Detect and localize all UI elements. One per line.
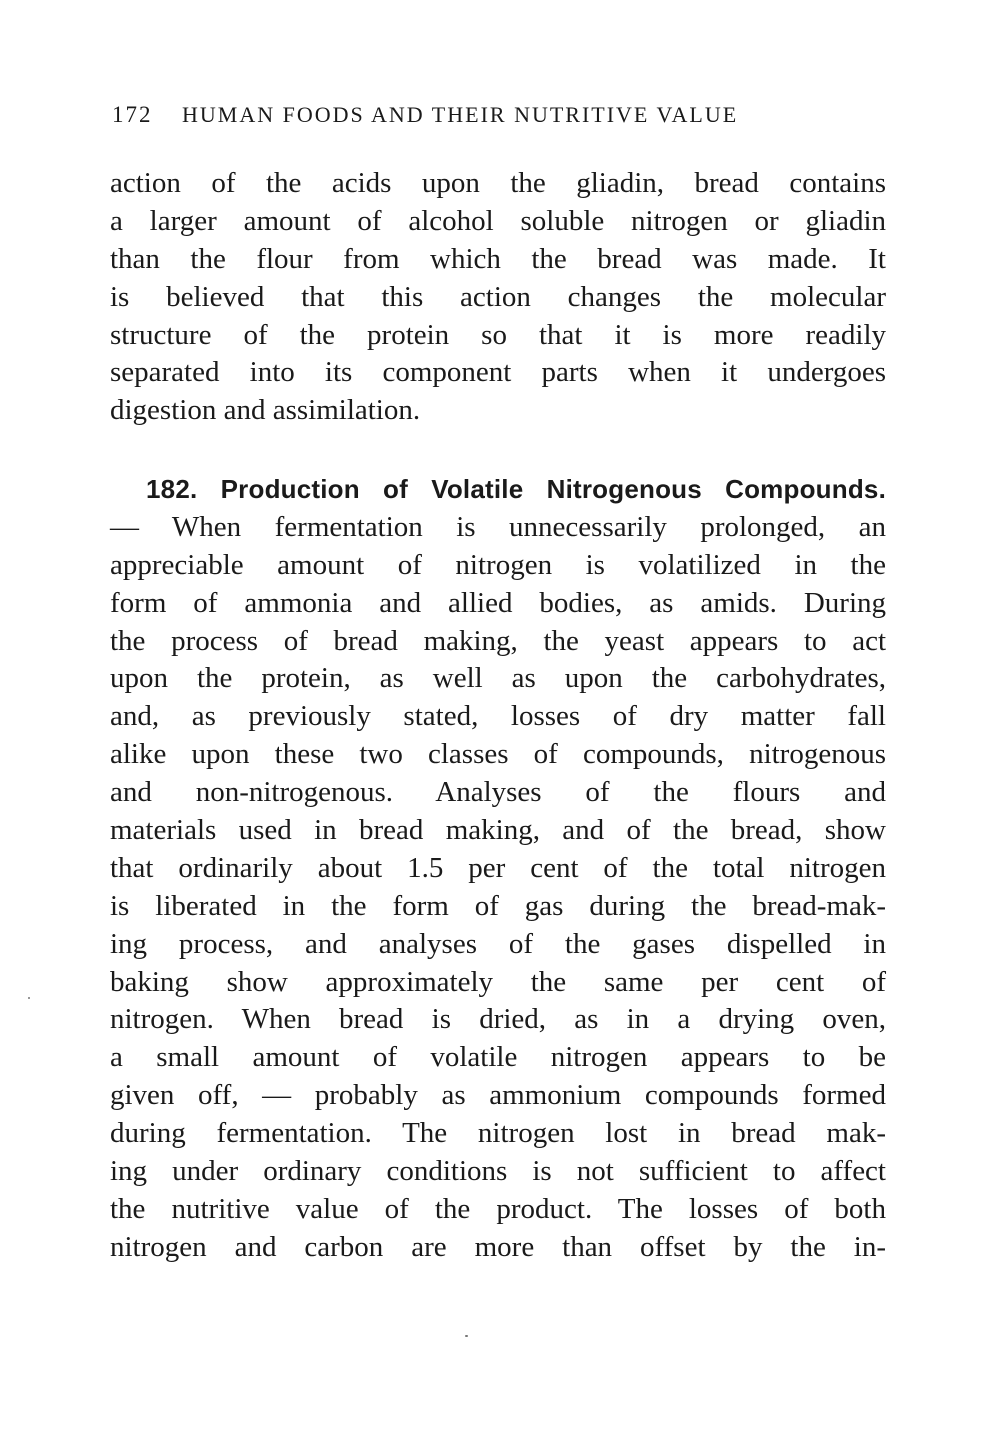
text-line: digestion and assimilation. [110, 394, 421, 427]
text-line: materials used in bread making, and of the bread, show [110, 814, 886, 847]
text-line: that ordinarily about 1.5 per cent of the total nitrogen [110, 851, 886, 884]
text-line: a larger amount of alcohol soluble nitrogen or gliadin [110, 204, 886, 237]
text-line: ing process, and analyses of the gases dispelled in [110, 927, 886, 960]
text-line: form of ammonia and allied bodies, as amids. During [110, 586, 886, 619]
running-head [112, 100, 888, 130]
text-line: alike upon these two classes of compounds, nitrogenous [110, 738, 886, 771]
text-line: appreciable amount of nitrogen is volatilized in the [110, 548, 886, 581]
text-line: and, as previously stated, losses of dry matter fall [110, 700, 886, 733]
section-heading: 182. Production of Volatile Nitrogenous Compounds. [146, 474, 886, 504]
text-line: action of the acids upon the gliadin, bread contains [110, 167, 886, 199]
text-line: baking show approximately the same per cent of [110, 965, 886, 998]
text-line: structure of the protein so that it is more readily [110, 318, 886, 351]
paragraph-continued [110, 165, 886, 430]
text-line: nitrogen. When bread is dried, as in a drying oven, [110, 1003, 886, 1036]
section-182 [110, 471, 886, 1267]
text-line: during fermentation. The nitrogen lost in bread mak- [110, 1117, 886, 1150]
print-speck [465, 1335, 468, 1337]
text-line: — When fermentation is unnecessarily prolonged, an [110, 510, 886, 543]
text-line: ing under ordinary conditions is not sufficient to affect [110, 1155, 886, 1188]
text-line: than the flour from which the bread was made. It [110, 242, 886, 275]
text-line: the nutritive value of the product. The losses of both [110, 1192, 886, 1225]
print-speck [28, 997, 30, 999]
text-line: separated into its component parts when it undergoes [110, 356, 886, 389]
text-line: a small amount of volatile nitrogen appears to be [110, 1041, 886, 1074]
text-line: given off, — probably as ammonium compounds formed [110, 1079, 886, 1112]
page-number: 172 [112, 102, 153, 127]
text-line: and non-nitrogenous. Analyses of the flours and [110, 776, 886, 809]
text-line: is believed that this action changes the molecular [110, 280, 886, 313]
text-line: the process of bread making, the yeast appears to act [110, 624, 886, 657]
running-title: HUMAN FOODS AND THEIR NUTRITIVE VALUE [182, 102, 739, 127]
text-line: nitrogen and carbon are more than offset by the in- [110, 1230, 886, 1263]
text-line: upon the protein, as well as upon the carbohydrates, [110, 662, 886, 695]
text-line: is liberated in the form of gas during the bread-mak- [110, 889, 886, 922]
